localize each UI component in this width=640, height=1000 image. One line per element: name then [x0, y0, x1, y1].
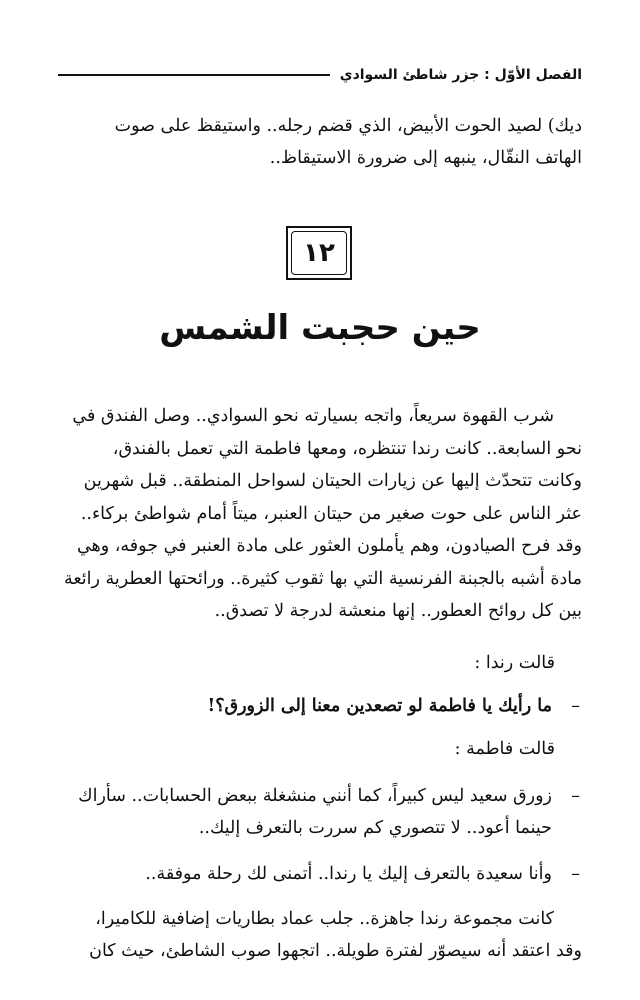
text-line: الهاتف النقّال، ينبهه إلى ضرورة الاستيقاظ..	[269, 148, 582, 168]
dialog-line	[58, 858, 582, 890]
chapter-number: ١٢	[291, 231, 347, 275]
dialog-dash: –	[571, 786, 580, 806]
text-line: وأنا سعيدة بالتعرف إليك يا رندا.. أتمنى لك رحلة موفقة..	[145, 864, 552, 884]
chapter-title: حين حجبت الشمس	[159, 308, 481, 348]
text-line: بين كل روائح العطور.. إنها منعشة لدرجة لا تصدق..	[214, 601, 582, 621]
dialog-line	[58, 780, 582, 844]
speaker-label: قالت فاطمة :	[454, 739, 555, 759]
dialog-line	[58, 690, 582, 722]
text-line: عثر الناس على حوت صغير من حيتان العنبر، ميتاً أمام شواطئ بركاء..	[80, 503, 582, 524]
running-head	[58, 64, 582, 86]
text-line: ما رأيك يا فاطمة لو تصعدين معنا إلى الزورق؟!	[207, 696, 552, 716]
running-head-text: الفصل الأوّل : جزر شاطئ السوادي	[339, 67, 582, 83]
text-line: مادة أشبه بالجبنة الفرنسية التي بها ثقوب كثيرة.. ورائحتها العطرية رائعة	[63, 568, 582, 589]
dialog-dash: –	[571, 864, 580, 884]
text-line: وقد اعتقد أنه سيصوّر لفترة طويلة.. اتجهوا صوب الشاطئ، حيث كان	[89, 941, 582, 961]
text-line: كانت مجموعة رندا جاهزة.. جلب عماد بطاريات إضافية للكاميرا،	[95, 909, 554, 929]
intro-paragraph	[58, 110, 582, 174]
text-line: شرب القهوة سريعاً، واتجه بسيارته نحو السوادي.. وصل الفندق في	[72, 406, 554, 426]
text-line: نحو السابعة.. كانت رندا تنتظره، ومعها فاطمة التي تعمل بالفندق،	[112, 438, 582, 459]
text-line: وكانت تتحدّث إليها عن زيارات الحيتان لسواحل المنطقة.. قبل شهرين	[83, 471, 582, 491]
running-head-rule	[58, 74, 330, 76]
chapter-number-box	[286, 226, 352, 280]
dialog-dash: –	[571, 696, 580, 716]
text-line: حينما أعود.. لا تتصوري كم سررت بالتعرف إليك..	[198, 818, 552, 838]
text-line: ديك) لصيد الحوت الأبيض، الذي قضم رجله.. واستيقظ على صوت	[114, 116, 582, 136]
text-line: زورق سعيد ليس كبيراً، كما أنني منشغلة ببعض الحسابات.. سأراك	[78, 786, 552, 806]
speaker-label: قالت رندا :	[474, 653, 555, 673]
paragraph	[58, 903, 582, 967]
paragraph	[58, 400, 582, 628]
text-line: وقد فرح الصيادون، وهم يأملون العثور على مادة العنبر في جوفه، وهي	[76, 536, 582, 556]
